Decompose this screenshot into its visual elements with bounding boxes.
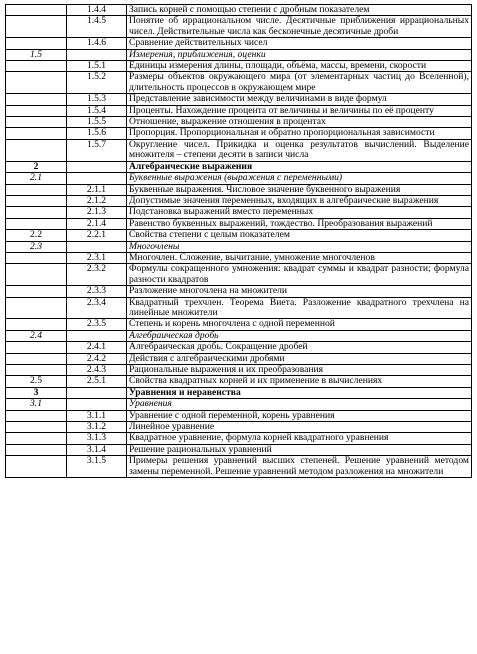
table-row bbox=[6, 173, 472, 184]
table-row bbox=[6, 16, 472, 38]
section-number-cell: 2.1 bbox=[6, 173, 67, 184]
item-number-cell: 1.4.4 bbox=[67, 5, 127, 16]
section-number-cell bbox=[6, 422, 67, 433]
topic-text-cell: Квадратный трехчлен. Теорема Виета. Разложение квадратного трехчлена на линейные множители bbox=[127, 297, 472, 319]
table-row bbox=[6, 184, 472, 195]
table-row bbox=[6, 241, 472, 252]
section-number-cell: 3.1 bbox=[6, 399, 67, 410]
item-number-cell: 2.2.1 bbox=[67, 230, 127, 241]
section-number-cell: 1.5 bbox=[6, 49, 67, 60]
item-number-cell: 3.1.2 bbox=[67, 422, 127, 433]
item-number-cell: 3.1.4 bbox=[67, 444, 127, 455]
topic-text-cell: Степень и корень многочлена с одной переменной bbox=[127, 319, 472, 330]
section-number-cell bbox=[6, 319, 67, 330]
table-row bbox=[6, 353, 472, 364]
table-row bbox=[6, 252, 472, 263]
content-table-body bbox=[6, 5, 472, 478]
section-number-cell: 2.4 bbox=[6, 330, 67, 341]
item-number-cell bbox=[67, 241, 127, 252]
section-number-cell bbox=[6, 38, 67, 49]
topic-text-cell: Уравнения и неравенства bbox=[127, 387, 472, 398]
item-number-cell bbox=[67, 49, 127, 60]
table-row bbox=[6, 38, 472, 49]
section-number-cell: 2 bbox=[6, 161, 67, 172]
section-number-cell bbox=[6, 139, 67, 161]
table-row bbox=[6, 230, 472, 241]
table-row bbox=[6, 286, 472, 297]
item-number-cell: 2.4.1 bbox=[67, 342, 127, 353]
item-number-cell: 1.5.5 bbox=[67, 117, 127, 128]
section-number-cell bbox=[6, 128, 67, 139]
table-row bbox=[6, 207, 472, 218]
item-number-cell: 3.1.3 bbox=[67, 433, 127, 444]
table-row bbox=[6, 195, 472, 206]
item-number-cell bbox=[67, 161, 127, 172]
topic-text-cell: Квадратное уравнение, формула корней квадратного уравнения bbox=[127, 433, 472, 444]
section-number-cell bbox=[6, 94, 67, 105]
table-row bbox=[6, 161, 472, 172]
topic-text-cell: Подстановка выражений вместо переменных bbox=[127, 207, 472, 218]
content-table bbox=[5, 4, 472, 478]
topic-text-cell: Уравнение с одной переменной, корень уравнения bbox=[127, 410, 472, 421]
topic-text-cell: Действия с алгебраическими дробями bbox=[127, 353, 472, 364]
topic-text-cell: Уравнения bbox=[127, 399, 472, 410]
item-number-cell bbox=[67, 173, 127, 184]
table-row bbox=[6, 456, 472, 478]
item-number-cell: 3.1.1 bbox=[67, 410, 127, 421]
table-row bbox=[6, 330, 472, 341]
table-row bbox=[6, 444, 472, 455]
section-number-cell: 2.3 bbox=[6, 241, 67, 252]
section-number-cell: 2.2 bbox=[6, 230, 67, 241]
topic-text-cell: Представление зависимости между величинами в виде формул bbox=[127, 94, 472, 105]
item-number-cell: 1.4.5 bbox=[67, 16, 127, 38]
item-number-cell: 1.5.3 bbox=[67, 94, 127, 105]
section-number-cell bbox=[6, 342, 67, 353]
topic-text-cell: Округление чисел. Прикидка и оценка результатов вычислений. Выделение множителя – степени десяти в записи числа bbox=[127, 139, 472, 161]
topic-text-cell: Многочлен. Сложение, вычитание, умножение многочленов bbox=[127, 252, 472, 263]
table-row bbox=[6, 139, 472, 161]
section-number-cell bbox=[6, 61, 67, 72]
section-number-cell bbox=[6, 184, 67, 195]
topic-text-cell: Алгебраические выражения bbox=[127, 161, 472, 172]
section-number-cell bbox=[6, 286, 67, 297]
item-number-cell: 1.5.1 bbox=[67, 61, 127, 72]
topic-text-cell: Буквенные выражения (выражения с переменными) bbox=[127, 173, 472, 184]
table-row bbox=[6, 387, 472, 398]
section-number-cell: 2.5 bbox=[6, 376, 67, 387]
topic-text-cell: Многочлены bbox=[127, 241, 472, 252]
topic-text-cell: Решение рациональных уравнений bbox=[127, 444, 472, 455]
section-number-cell bbox=[6, 297, 67, 319]
item-number-cell bbox=[67, 330, 127, 341]
section-number-cell bbox=[6, 264, 67, 286]
table-row bbox=[6, 105, 472, 116]
table-row bbox=[6, 297, 472, 319]
item-number-cell bbox=[67, 399, 127, 410]
section-number-cell bbox=[6, 16, 67, 38]
table-row bbox=[6, 117, 472, 128]
section-number-cell bbox=[6, 218, 67, 229]
item-number-cell: 1.4.6 bbox=[67, 38, 127, 49]
item-number-cell: 2.3.3 bbox=[67, 286, 127, 297]
section-number-cell bbox=[6, 252, 67, 263]
topic-text-cell: Пропорция. Пропорциональная и обратно пропорциональная зависимости bbox=[127, 128, 472, 139]
topic-text-cell: Алгебраическая дробь bbox=[127, 330, 472, 341]
table-row bbox=[6, 49, 472, 60]
topic-text-cell: Линейное уравнение bbox=[127, 422, 472, 433]
table-row bbox=[6, 376, 472, 387]
topic-text-cell: Единицы измерения длины, площади, объёма, массы, времени, скорости bbox=[127, 61, 472, 72]
topic-text-cell: Понятие об иррациональном числе. Десятичные приближения иррациональных чисел. Действительные числа как бесконечные десятичные дроби bbox=[127, 16, 472, 38]
table-row bbox=[6, 94, 472, 105]
table-row bbox=[6, 61, 472, 72]
section-number-cell bbox=[6, 365, 67, 376]
topic-text-cell: Запись корней с помощью степени с дробным показателем bbox=[127, 5, 472, 16]
section-number-cell bbox=[6, 433, 67, 444]
table-row bbox=[6, 433, 472, 444]
item-number-cell: 2.4.2 bbox=[67, 353, 127, 364]
topic-text-cell: Сравнение действительных чисел bbox=[127, 38, 472, 49]
section-number-cell bbox=[6, 105, 67, 116]
item-number-cell: 3.1.5 bbox=[67, 456, 127, 478]
section-number-cell bbox=[6, 444, 67, 455]
item-number-cell: 2.5.1 bbox=[67, 376, 127, 387]
item-number-cell: 2.3.4 bbox=[67, 297, 127, 319]
item-number-cell: 1.5.6 bbox=[67, 128, 127, 139]
section-number-cell bbox=[6, 207, 67, 218]
table-row bbox=[6, 5, 472, 16]
topic-text-cell: Буквенные выражения. Числовое значение буквенного выражения bbox=[127, 184, 472, 195]
topic-text-cell: Формулы сокращенного умножения: квадрат суммы и квадрат разности; формула разности квадратов bbox=[127, 264, 472, 286]
table-row bbox=[6, 399, 472, 410]
table-row bbox=[6, 410, 472, 421]
topic-text-cell: Разложение многочлена на множители bbox=[127, 286, 472, 297]
item-number-cell: 2.3.2 bbox=[67, 264, 127, 286]
topic-text-cell: Свойства квадратных корней и их применение в вычислениях bbox=[127, 376, 472, 387]
topic-text-cell: Размеры объектов окружающего мира (от элементарных частиц до Вселенной), длительность процессов в окружающем мире bbox=[127, 72, 472, 94]
topic-text-cell: Рациональные выражения и их преобразования bbox=[127, 365, 472, 376]
item-number-cell: 2.1.3 bbox=[67, 207, 127, 218]
topic-text-cell: Проценты. Нахождение процента от величины и величины по её проценту bbox=[127, 105, 472, 116]
topic-text-cell: Равенство буквенных выражений, тождество. Преобразования выражений bbox=[127, 218, 472, 229]
section-number-cell bbox=[6, 5, 67, 16]
table-row bbox=[6, 365, 472, 376]
topic-text-cell: Измерения, приближения, оценки bbox=[127, 49, 472, 60]
table-row bbox=[6, 342, 472, 353]
topic-text-cell: Алгебраическая дробь. Сокращение дробей bbox=[127, 342, 472, 353]
topic-text-cell: Отношение, выражение отношения в процентах bbox=[127, 117, 472, 128]
item-number-cell bbox=[67, 387, 127, 398]
table-row bbox=[6, 319, 472, 330]
table-row bbox=[6, 218, 472, 229]
item-number-cell: 2.1.2 bbox=[67, 195, 127, 206]
table-row bbox=[6, 264, 472, 286]
item-number-cell: 2.3.5 bbox=[67, 319, 127, 330]
topic-text-cell: Допустимые значения переменных, входящих в алгебраические выражения bbox=[127, 195, 472, 206]
item-number-cell: 2.1.4 bbox=[67, 218, 127, 229]
item-number-cell: 2.3.1 bbox=[67, 252, 127, 263]
item-number-cell: 1.5.7 bbox=[67, 139, 127, 161]
section-number-cell bbox=[6, 72, 67, 94]
item-number-cell: 2.1.1 bbox=[67, 184, 127, 195]
section-number-cell bbox=[6, 117, 67, 128]
item-number-cell: 1.5.2 bbox=[67, 72, 127, 94]
section-number-cell bbox=[6, 410, 67, 421]
section-number-cell bbox=[6, 456, 67, 478]
table-row bbox=[6, 128, 472, 139]
topic-text-cell: Примеры решения уравнений высших степеней. Решение уравнений методом замены переменной. Решение уравнений методом разложения на множители bbox=[127, 456, 472, 478]
topic-text-cell: Свойства степени с целым показателем bbox=[127, 230, 472, 241]
section-number-cell bbox=[6, 353, 67, 364]
section-number-cell: 3 bbox=[6, 387, 67, 398]
table-row bbox=[6, 422, 472, 433]
section-number-cell bbox=[6, 195, 67, 206]
item-number-cell: 1.5.4 bbox=[67, 105, 127, 116]
item-number-cell: 2.4.3 bbox=[67, 365, 127, 376]
table-row bbox=[6, 72, 472, 94]
